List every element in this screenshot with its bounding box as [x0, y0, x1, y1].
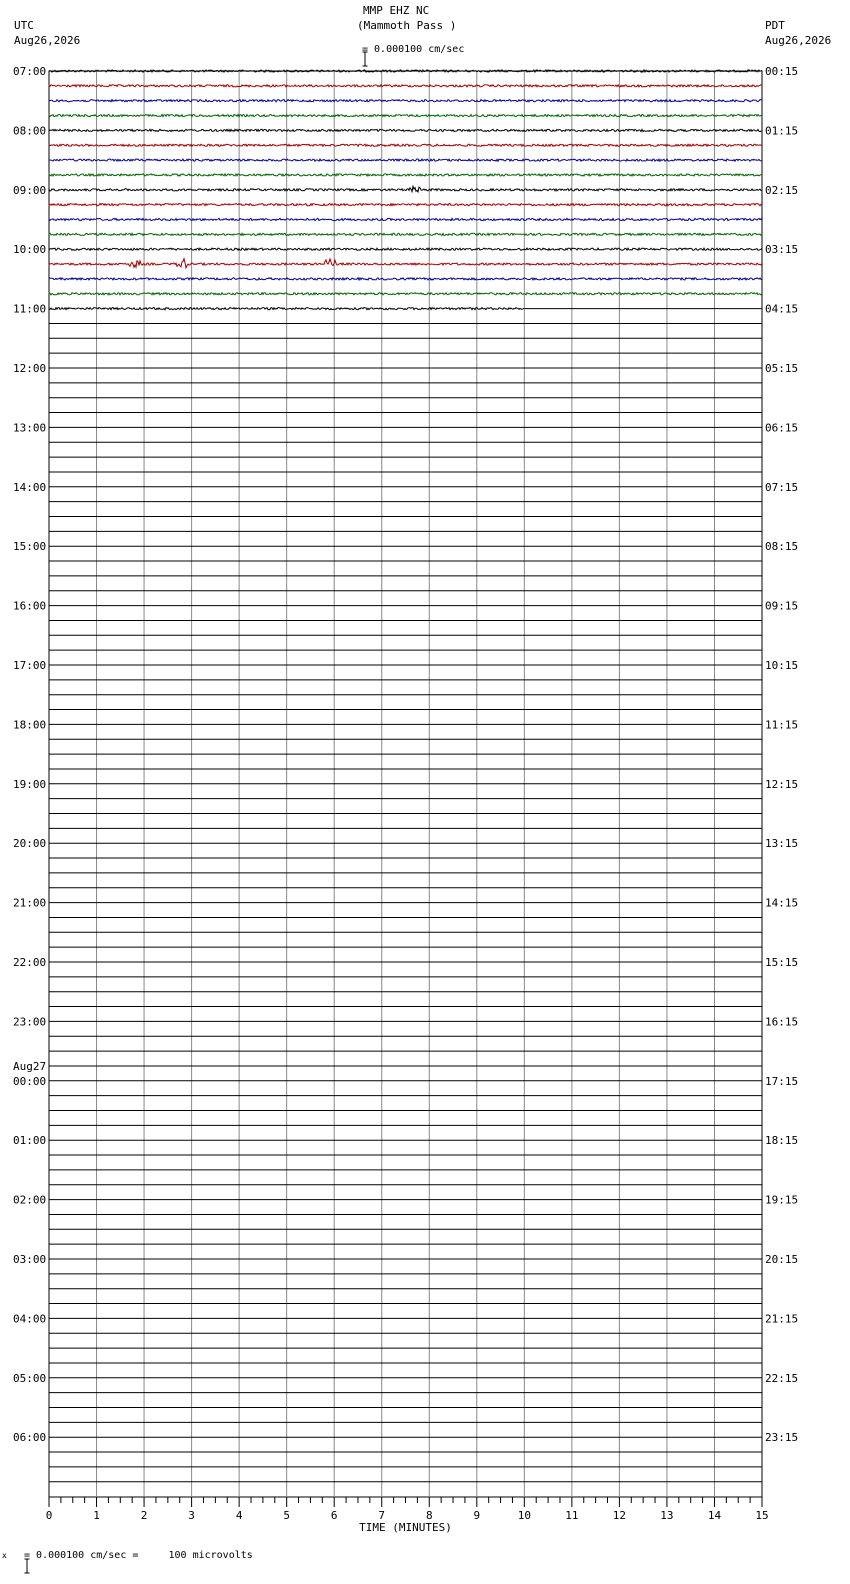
scale-label: = 0.000100 cm/sec: [362, 44, 465, 55]
utc-hour-label: 11:00: [13, 302, 47, 316]
utc-hour-label: 20:00: [13, 837, 47, 851]
pdt-hour-label: 23:15: [765, 1431, 799, 1445]
x-tick-label: 15: [755, 1509, 769, 1522]
utc-hour-label: 06:00: [13, 1431, 47, 1445]
pdt-hour-label: 06:15: [765, 421, 799, 435]
seismic-trace: [49, 174, 762, 176]
pdt-hour-label: 02:15: [765, 183, 799, 197]
x-tick-label: 13: [660, 1509, 674, 1522]
x-tick-label: 14: [707, 1509, 722, 1522]
utc-hour-label: 01:00: [13, 1134, 47, 1148]
pdt-hour-label: 10:15: [765, 659, 799, 672]
utc-hour-label: 00:00: [13, 1074, 47, 1088]
station-title: MMP EHZ NC: [363, 4, 430, 17]
pdt-hour-label: 21:15: [765, 1312, 799, 1326]
utc-hour-label: 19:00: [13, 777, 47, 791]
x-tick-label: 3: [188, 1509, 195, 1522]
x-axis-label: TIME (MINUTES): [359, 1521, 452, 1534]
utc-hour-label: 23:00: [13, 1015, 47, 1029]
seismic-trace: [49, 85, 762, 87]
footer-mark: x: [2, 1551, 7, 1560]
footer-scale-icon: [11, 1545, 17, 1561]
pdt-hour-label: 04:15: [765, 302, 799, 316]
x-tick-label: 8: [425, 1509, 433, 1522]
station-location: (Mammoth Pass ): [357, 19, 457, 32]
x-tick-label: 0: [45, 1509, 53, 1522]
footer-scale-label: = 0.000100 cm/sec = 100 microvolts: [24, 1550, 253, 1561]
seismic-trace: [49, 100, 762, 102]
pdt-hour-label: 00:15: [765, 65, 799, 78]
x-tick-label: 1: [93, 1509, 100, 1522]
pdt-hour-label: 09:15: [765, 599, 799, 613]
utc-hour-label: 07:00: [13, 65, 47, 78]
x-tick-label: 5: [283, 1509, 290, 1522]
pdt-hour-label: 15:15: [765, 956, 799, 969]
pdt-hour-label: 20:15: [765, 1253, 799, 1266]
utc-hour-label: 09:00: [13, 183, 47, 197]
seismic-trace: [49, 129, 762, 131]
utc-hour-label: 15:00: [13, 540, 47, 554]
utc-hour-label: 03:00: [13, 1253, 47, 1266]
right-timezone: PDT: [765, 19, 785, 32]
seismic-trace: [49, 186, 762, 192]
x-tick-label: 11: [565, 1509, 579, 1522]
seismic-trace: [49, 115, 762, 117]
right-date: Aug26,2026: [765, 34, 832, 47]
seismic-trace: [49, 259, 762, 268]
utc-hour-label: 13:00: [13, 421, 47, 435]
pdt-hour-label: 17:15: [765, 1074, 799, 1088]
pdt-hour-label: 08:15: [765, 540, 799, 554]
pdt-hour-label: 03:15: [765, 243, 799, 257]
seismic-trace: [49, 248, 762, 250]
seismic-trace: [49, 233, 762, 235]
utc-hour-label: 16:00: [13, 599, 47, 613]
date-change-label: Aug27: [13, 1059, 47, 1073]
utc-hour-label: 17:00: [13, 659, 47, 672]
pdt-hour-label: 22:15: [765, 1371, 799, 1385]
seismic-trace: [49, 159, 762, 161]
pdt-hour-label: 18:15: [765, 1134, 799, 1148]
pdt-hour-label: 12:15: [765, 777, 799, 791]
pdt-hour-label: 05:15: [765, 362, 799, 375]
x-tick-label: 2: [140, 1509, 148, 1522]
seismic-trace: [49, 278, 762, 280]
left-timezone: UTC: [14, 19, 34, 32]
pdt-hour-label: 13:15: [765, 837, 799, 851]
pdt-hour-label: 14:15: [765, 896, 799, 910]
seismic-trace: [49, 204, 762, 206]
x-tick-label: 7: [378, 1509, 386, 1522]
pdt-hour-label: 19:15: [765, 1193, 799, 1207]
utc-hour-label: 18:00: [13, 718, 47, 732]
utc-hour-label: 02:00: [13, 1193, 47, 1207]
x-tick-label: 4: [235, 1509, 243, 1522]
pdt-hour-label: 07:15: [765, 480, 799, 494]
utc-hour-label: 21:00: [13, 896, 47, 910]
utc-hour-label: 22:00: [13, 956, 47, 969]
utc-hour-label: 10:00: [13, 243, 47, 257]
seismic-trace: [49, 218, 762, 220]
utc-hour-label: 14:00: [13, 480, 47, 494]
x-tick-label: 10: [517, 1509, 531, 1522]
pdt-hour-label: 11:15: [765, 718, 799, 732]
x-tick-label: 12: [612, 1509, 627, 1522]
seismic-trace: [49, 144, 762, 146]
seismic-trace: [49, 293, 762, 295]
x-tick-label: 9: [473, 1509, 481, 1522]
utc-hour-label: 08:00: [13, 124, 47, 138]
x-tick-label: 6: [330, 1509, 338, 1522]
pdt-hour-label: 16:15: [765, 1015, 799, 1029]
pdt-hour-label: 01:15: [765, 124, 799, 138]
utc-hour-label: 04:00: [13, 1312, 47, 1326]
left-date: Aug26,2026: [14, 34, 81, 47]
utc-hour-label: 12:00: [13, 362, 47, 375]
utc-hour-label: 05:00: [13, 1371, 47, 1385]
